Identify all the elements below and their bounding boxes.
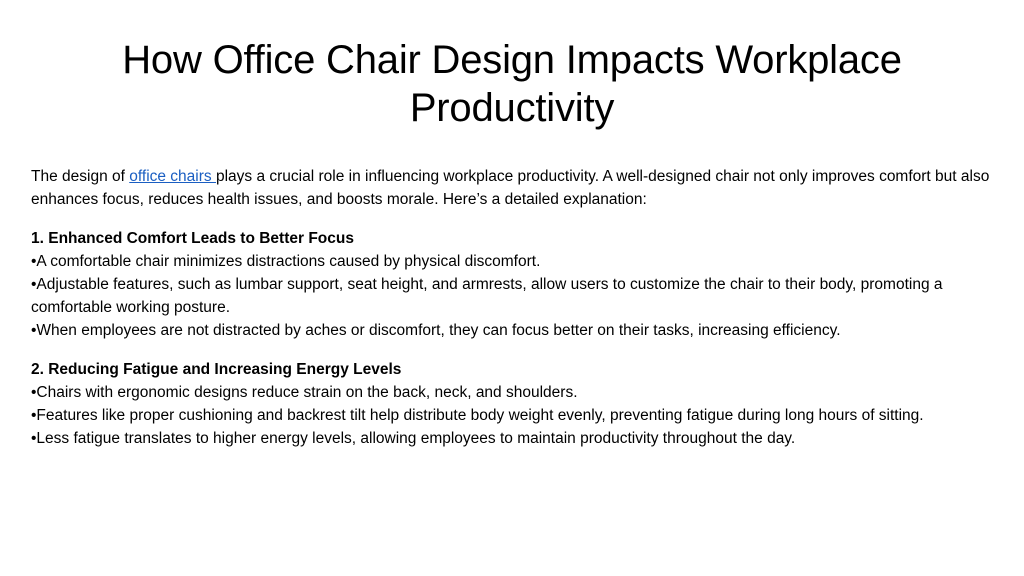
bullet-item: •A comfortable chair minimizes distractions caused by physical discomfort.: [31, 253, 541, 270]
bullet-item: •Adjustable features, such as lumbar support, seat height, and armrests, allow users to customize the chair to their body, promoting a comfortable working posture.: [31, 276, 943, 316]
bullet-item: •Less fatigue translates to higher energy levels, allowing employees to maintain productivity throughout the day.: [31, 430, 796, 447]
section-heading: 2. Reducing Fatigue and Increasing Energy Levels: [31, 361, 402, 378]
section-heading: 1. Enhanced Comfort Leads to Better Focus: [31, 230, 354, 247]
slide-title: How Office Chair Design Impacts Workplace Productivity: [122, 38, 902, 130]
section-enhanced-comfort: [31, 227, 999, 342]
slide-body: [31, 165, 999, 466]
intro-paragraph: [31, 165, 999, 211]
intro-text-before-link: The design of: [31, 168, 130, 185]
bullet-item: •Chairs with ergonomic designs reduce strain on the back, neck, and shoulders.: [31, 384, 578, 401]
office-chairs-link[interactable]: office chairs: [129, 168, 216, 185]
section-reducing-fatigue: [31, 358, 999, 450]
intro-text-after-link: plays a crucial role in influencing workplace productivity. A well-designed chair not only improves comfort but also enhances focus, reduces health issues, and boosts morale. Here’s a detailed explanation:: [31, 168, 990, 208]
bullet-item: •When employees are not distracted by aches or discomfort, they can focus better on their tasks, increasing efficiency.: [31, 322, 841, 339]
bullet-item: •Features like proper cushioning and backrest tilt help distribute body weight evenly, preventing fatigue during long hours of sitting.: [31, 407, 924, 424]
